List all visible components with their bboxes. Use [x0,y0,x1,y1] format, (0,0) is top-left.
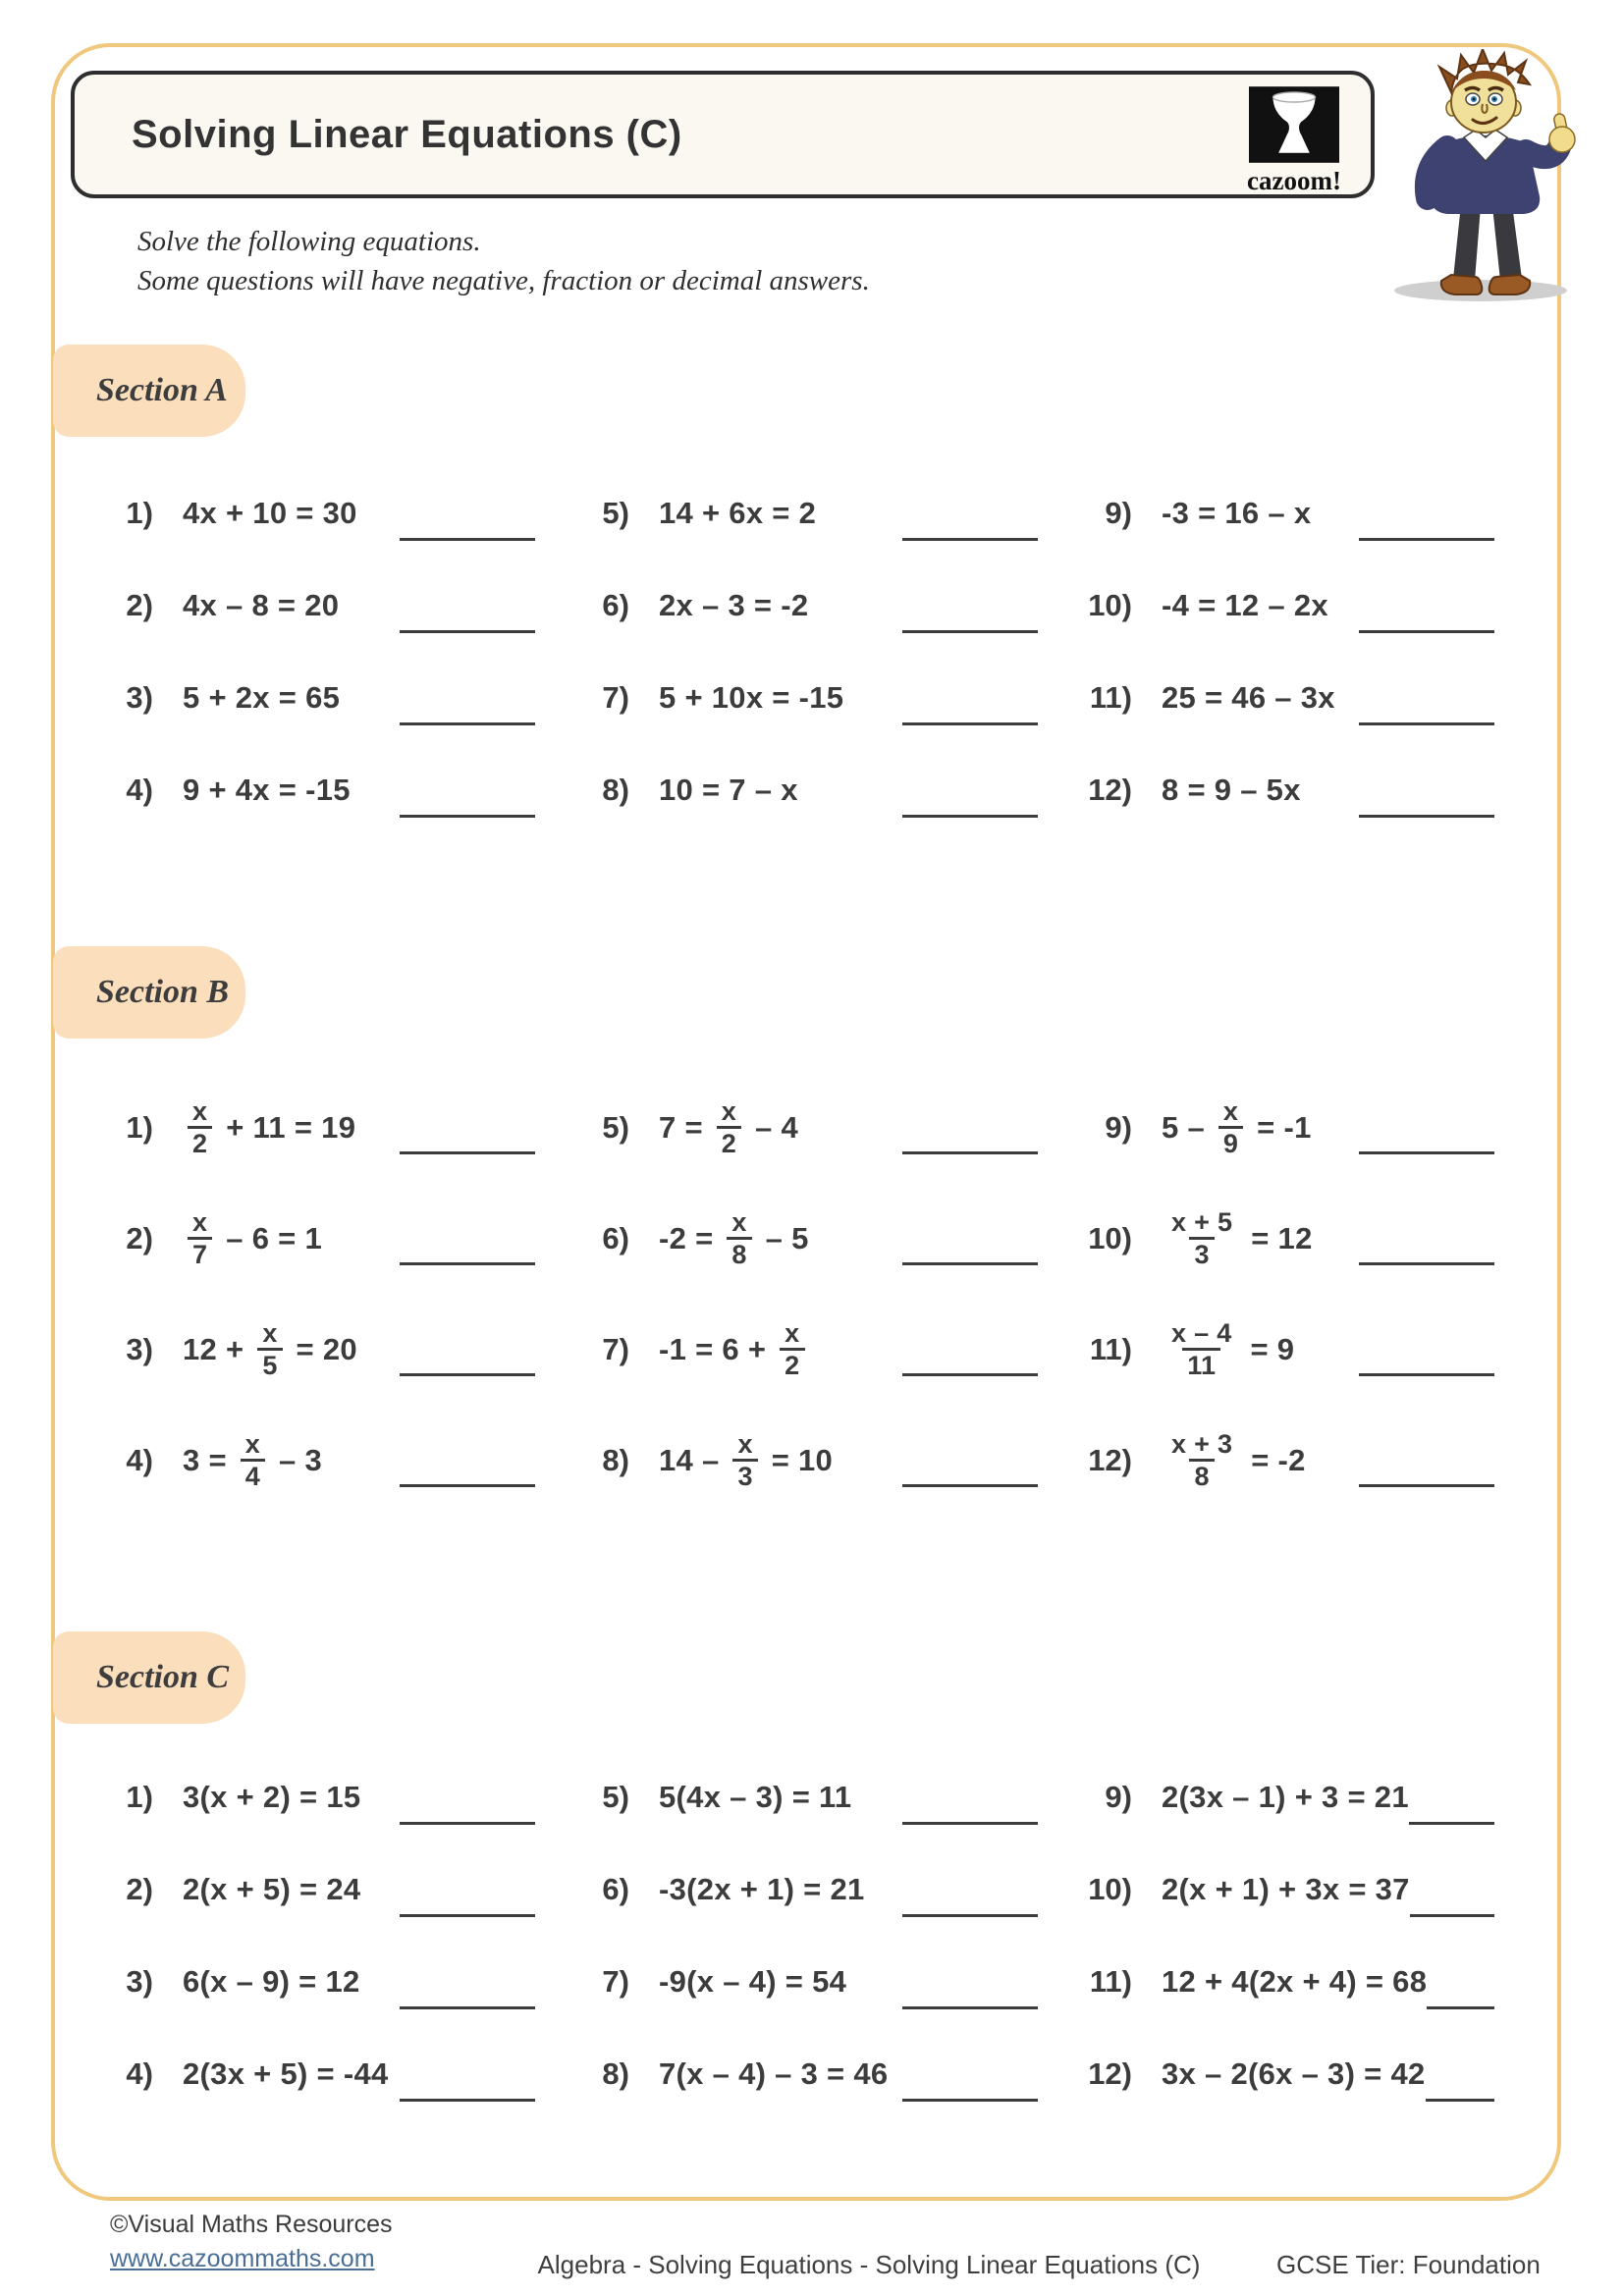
question-equation: 14 + 6x = 2 [659,496,817,530]
question-equation: 2(3x – 1) + 3 = 21 [1162,1780,1409,1814]
question-row [106,1405,582,1516]
question-number: 11) [1089,680,1132,715]
fraction: $\frac{x}{2}$ [188,1097,212,1158]
question-number: 2) [126,1220,153,1255]
header-box [71,71,1375,198]
question-equation: 3(x + 2) = 15 [183,1780,361,1814]
question-number: 11) [1089,1331,1132,1366]
fraction: $\frac{x + 3}{8}$ [1171,1428,1233,1491]
question-number: 2) [126,1872,153,1906]
question-number: 8) [602,1442,629,1477]
question-row [106,1751,582,1843]
answer-line [400,722,535,725]
question-row [582,1405,1085,1516]
answer-line [1409,1822,1494,1825]
question-number: 3) [126,1964,153,1999]
footer-tier: GCSE Tier: Foundation [1276,2250,1541,2279]
question-row [106,1843,582,1936]
question-row [582,1843,1085,1936]
question-equation: 12 + $\frac{x}{5}$ = 20 [183,1317,357,1380]
question-number: 9) [1105,1780,1132,1814]
question-row [1085,1405,1542,1516]
question-row [106,1936,582,2028]
answer-line [1359,630,1494,633]
answer-line [400,1822,535,1825]
question-row [1085,2028,1542,2120]
page-title: Solving Linear Equations (C) [132,112,682,156]
answer-line [400,630,535,633]
logo-text: cazoom! [1247,166,1341,195]
question-number: 1) [126,1109,153,1145]
question-row [582,1936,1085,2028]
question-number: 12) [1088,773,1132,807]
footer-website-link[interactable]: www.cazoommaths.com [110,2245,375,2272]
question-number: 10) [1088,1220,1132,1255]
question-row [582,2028,1085,2120]
question-equation: $\frac{x}{7}$ – 6 = 1 [183,1208,322,1269]
answer-line [902,1151,1038,1154]
fraction: $\frac{x + 5}{3}$ [1171,1206,1233,1269]
question-number: 12) [1088,2056,1132,2091]
question-number: 3) [126,680,153,715]
question-row [1085,1843,1542,1936]
question-equation: -3(2x + 1) = 21 [659,1872,865,1906]
question-equation: 7 = $\frac{x}{2}$ – 4 [659,1095,799,1158]
instructions-line2: Some questions will have negative, fraction or decimal answers. [137,265,870,296]
fraction: $\frac{x}{2}$ [717,1097,741,1158]
question-row [582,652,1085,744]
fraction: $\frac{x}{7}$ [188,1208,212,1269]
answer-line [902,630,1038,633]
answer-line [1410,1914,1494,1917]
answer-line [1426,2099,1494,2102]
question-row [1085,1751,1542,1843]
fraction: $\frac{x}{5}$ [257,1319,282,1380]
section-a-label: Section A [53,345,245,437]
answer-line [400,2006,535,2009]
question-number: 8) [602,773,629,807]
fraction: $\frac{x - 4}{11}$ [1171,1317,1232,1380]
question-row [1085,1072,1542,1183]
section-b-label: Section B [53,946,245,1039]
answer-line [400,1484,535,1487]
answer-line [902,2006,1038,2009]
answer-line [400,538,535,541]
question-equation: 4x + 10 = 30 [183,496,357,530]
answer-line [902,1262,1038,1265]
question-row [582,1751,1085,1843]
question-equation: 12 + 4(2x + 4) = 68 [1162,1964,1428,1999]
answer-line [1359,722,1494,725]
question-equation: -1 = 6 + $\frac{x}{2}$ [659,1319,810,1380]
footer-breadcrumb: Algebra - Solving Equations - Solving Linear Equations (C) [537,2250,1201,2279]
question-equation: 5 + 2x = 65 [183,680,341,715]
answer-line [902,1484,1038,1487]
answer-line [400,1373,535,1376]
question-equation: 6(x – 9) = 12 [183,1964,360,1999]
question-row [106,744,582,836]
answer-line [400,815,535,818]
question-number: 6) [602,1220,629,1255]
question-equation: 9 + 4x = -15 [183,773,351,807]
answer-line [400,1262,535,1265]
question-row [582,744,1085,836]
question-row [106,1183,582,1294]
answer-line [1359,1373,1494,1376]
question-number: 9) [1105,496,1132,530]
question-number: 5) [602,1780,629,1814]
question-number: 2) [126,588,153,622]
fraction: $\frac{x}{3}$ [732,1430,757,1491]
question-row [582,560,1085,652]
question-number: 4) [126,2056,153,2091]
question-number: 6) [602,1872,629,1906]
question-equation: 2(x + 5) = 24 [183,1872,361,1906]
question-row [582,1183,1085,1294]
question-equation: 3 = $\frac{x}{4}$ – 3 [183,1428,323,1491]
question-equation: 5(4x – 3) = 11 [659,1780,852,1814]
question-equation: 25 = 46 – 3x [1162,680,1335,715]
question-equation: 10 = 7 – x [659,773,798,807]
question-number: 8) [602,2056,629,2091]
answer-line [902,815,1038,818]
question-number: 3) [126,1331,153,1366]
fraction: $\frac{x}{2}$ [780,1319,804,1380]
fraction: $\frac{x}{8}$ [727,1208,751,1269]
question-row [1085,1936,1542,2028]
question-number: 9) [1105,1109,1132,1145]
question-equation: 14 – $\frac{x}{3}$ = 10 [659,1428,834,1491]
answer-line [902,538,1038,541]
fraction: $\frac{x}{4}$ [241,1430,265,1491]
fraction: $\frac{x}{9}$ [1218,1097,1243,1158]
section-c-questions [106,1751,1542,2120]
question-equation: 7(x – 4) – 3 = 46 [659,2056,889,2091]
section-b-questions [106,1072,1542,1516]
question-number: 4) [126,1442,153,1477]
question-number: 4) [126,773,153,807]
question-row [1085,560,1542,652]
question-equation: $\frac{x - 4}{11}$ = 9 [1162,1319,1294,1380]
answer-line [400,1914,535,1917]
question-equation: $\frac{x}{2}$ + 11 = 19 [183,1097,355,1158]
question-equation: 5 – $\frac{x}{9}$ = -1 [1162,1095,1312,1158]
question-row [582,467,1085,560]
question-number: 1) [126,496,153,530]
question-equation: -2 = $\frac{x}{8}$ – 5 [659,1206,809,1269]
question-row [106,652,582,744]
question-equation: 2x – 3 = -2 [659,588,809,622]
logo-drum-icon [1249,86,1339,168]
question-row [1085,467,1542,560]
question-number: 11) [1089,1964,1132,1999]
footer-copyright: ©Visual Maths Resources [110,2211,393,2238]
answer-line [902,722,1038,725]
question-equation: $\frac{x + 3}{8}$ = -2 [1162,1430,1306,1491]
question-row [582,1072,1085,1183]
question-number: 10) [1088,588,1132,622]
question-row [1085,1183,1542,1294]
question-equation: -4 = 12 – 2x [1162,588,1328,622]
question-equation: 2(x + 1) + 3x = 37 [1162,1872,1410,1906]
question-number: 6) [602,588,629,622]
answer-line [1427,2006,1494,2009]
question-row [582,1294,1085,1405]
question-row [106,1072,582,1183]
answer-line [400,2099,535,2102]
question-number: 5) [602,496,629,530]
answer-line [902,1373,1038,1376]
question-row [106,467,582,560]
question-row [1085,744,1542,836]
question-row [1085,1294,1542,1405]
question-number: 5) [602,1109,629,1145]
answer-line [1359,815,1494,818]
question-equation: -3 = 16 – x [1162,496,1312,530]
answer-line [1359,538,1494,541]
answer-line [1359,1262,1494,1265]
question-number: 1) [126,1780,153,1814]
question-row [106,1294,582,1405]
answer-line [902,1914,1038,1917]
question-number: 12) [1088,1442,1132,1477]
section-c-label: Section C [53,1631,245,1724]
question-number: 7) [602,680,629,715]
question-equation: 4x – 8 = 20 [183,588,340,622]
question-equation: $\frac{x + 5}{3}$ = 12 [1162,1208,1313,1269]
question-number: 7) [602,1964,629,1999]
cazoom-logo [1216,86,1373,196]
question-equation: -9(x – 4) = 54 [659,1964,847,1999]
answer-line [400,1151,535,1154]
answer-line [902,1822,1038,1825]
question-number: 7) [602,1331,629,1366]
question-row [1085,652,1542,744]
answer-line [1359,1484,1494,1487]
question-equation: 2(3x + 5) = -44 [183,2056,389,2091]
question-equation: 3x – 2(6x – 3) = 42 [1162,2056,1426,2091]
answer-line [1359,1151,1494,1154]
instructions-line1: Solve the following equations. [137,226,481,257]
question-row [106,2028,582,2120]
question-number: 10) [1088,1872,1132,1906]
question-equation: 8 = 9 – 5x [1162,773,1301,807]
answer-line [902,2099,1038,2102]
section-a-questions [106,467,1542,836]
question-equation: 5 + 10x = -15 [659,680,844,715]
question-row [106,560,582,652]
instructions [137,222,870,300]
mascot-illustration [1382,49,1589,304]
